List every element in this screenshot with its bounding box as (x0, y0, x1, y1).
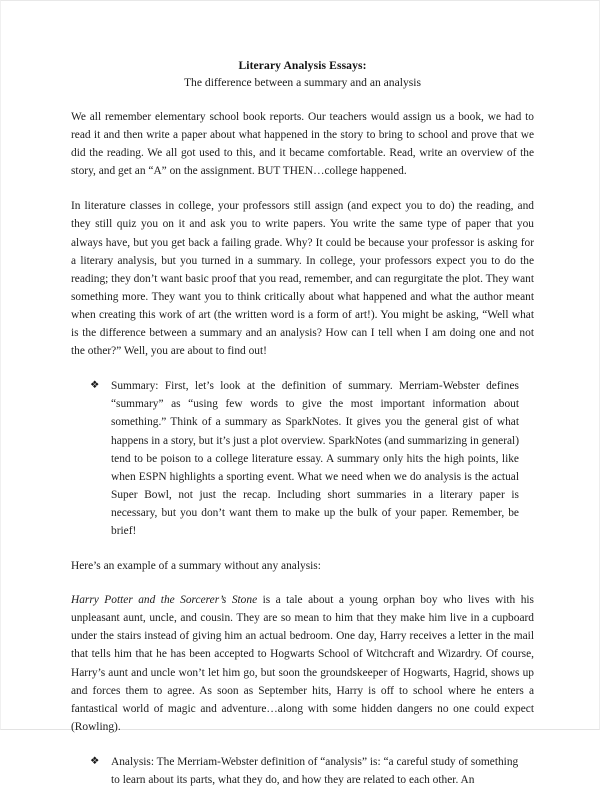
summary-bullet-text: Summary: First, let’s look at the definition of summary. Merriam-Webster defines “summary” as “using few words to give the most important information about something.” Think of a summary as SparkNotes. It gives you the general gist of what happens in a story, but it’s just a plot overview. SparkNotes (and summarizing in general) tend to be poison to a college literature essay. A summary only hits the high points, like when ESPN highlights a sporting event. What we need when we do analysis is the actual Super Bowl, not just the recap. Including short summaries in a literary paper is necessary, but you don’t want them to make up the bulk of your paper. Remember, be brief! (111, 380, 519, 537)
list-item (71, 753, 534, 789)
paragraph-harry-potter (71, 591, 534, 736)
summary-bullet-list (71, 377, 534, 540)
diamond-bullet-icon: ❖ (90, 755, 100, 767)
analysis-bullet-text: Analysis: The Merriam-Webster definition of “analysis” is: “a careful study of something to learn about its parts, what they do, and how they are related to each other. An (111, 755, 519, 786)
paragraph-harry-potter-body: is a tale about a young orphan boy who lives with his unpleasant aunt, uncle, and cousin. They are so mean to him that they make him live in a cupboard under the stairs instead of giving him an actual bedroom. One day, Harry receives a letter in the mail that tells him that he has been accepted to Hogwarts School of Witchcraft and Wizardry. Of course, Harry’s aunt and uncle won’t let him go, but soon the groundskeeper of Hogwarts, Hagrid, shows up and forces them to agree. As soon as September hits, Harry is off to school where he enters a fantastical world of magic and adventure…along with some hidden dangers no one could expect (Rowling). (71, 594, 534, 733)
example-lead-line: Here’s an example of a summary without any analysis: (71, 560, 321, 573)
paragraph-college: In literature classes in college, your professors still assign (and expect you to do) the reading, and they still quiz you on it and ask you to write papers. You write the same type of paper that you always have, but you get back a failing grade. Why? It could be because your professor is asking for a literary analysis, but you turned in a summary. In college, your professors expect you to do the reading; they don’t want basic proof that you read, remember, and can regurgitate the plot. They want something more. They want you to think critically about what happened and what the author meant when creating this work of art (the written word is a form of art!). You might be asking, “Well what is the difference between a summary and an analysis? How can I tell when I am doing one and not the other?” Well, you are about to find out! (71, 200, 534, 358)
title-block (71, 57, 534, 92)
paragraph-intro: We all remember elementary school book reports. Our teachers would assign us a book, we had to read it and then write a paper about what happened in the story to bring to school and prove that we did the reading. We all got used to this, and it became comfortable. Read, write an overview of the story, and get an “A” on the assignment. BUT THEN…college happened. (71, 111, 534, 178)
page-subtitle: The difference between a summary and an analysis (183, 76, 422, 89)
list-item (71, 377, 534, 540)
analysis-bullet-list (71, 753, 534, 789)
book-title: Harry Potter and the Sorcerer’s Stone (71, 594, 258, 607)
page-title: Literary Analysis Essays: (238, 59, 367, 72)
document-content (71, 57, 534, 806)
diamond-bullet-icon: ❖ (90, 380, 100, 392)
